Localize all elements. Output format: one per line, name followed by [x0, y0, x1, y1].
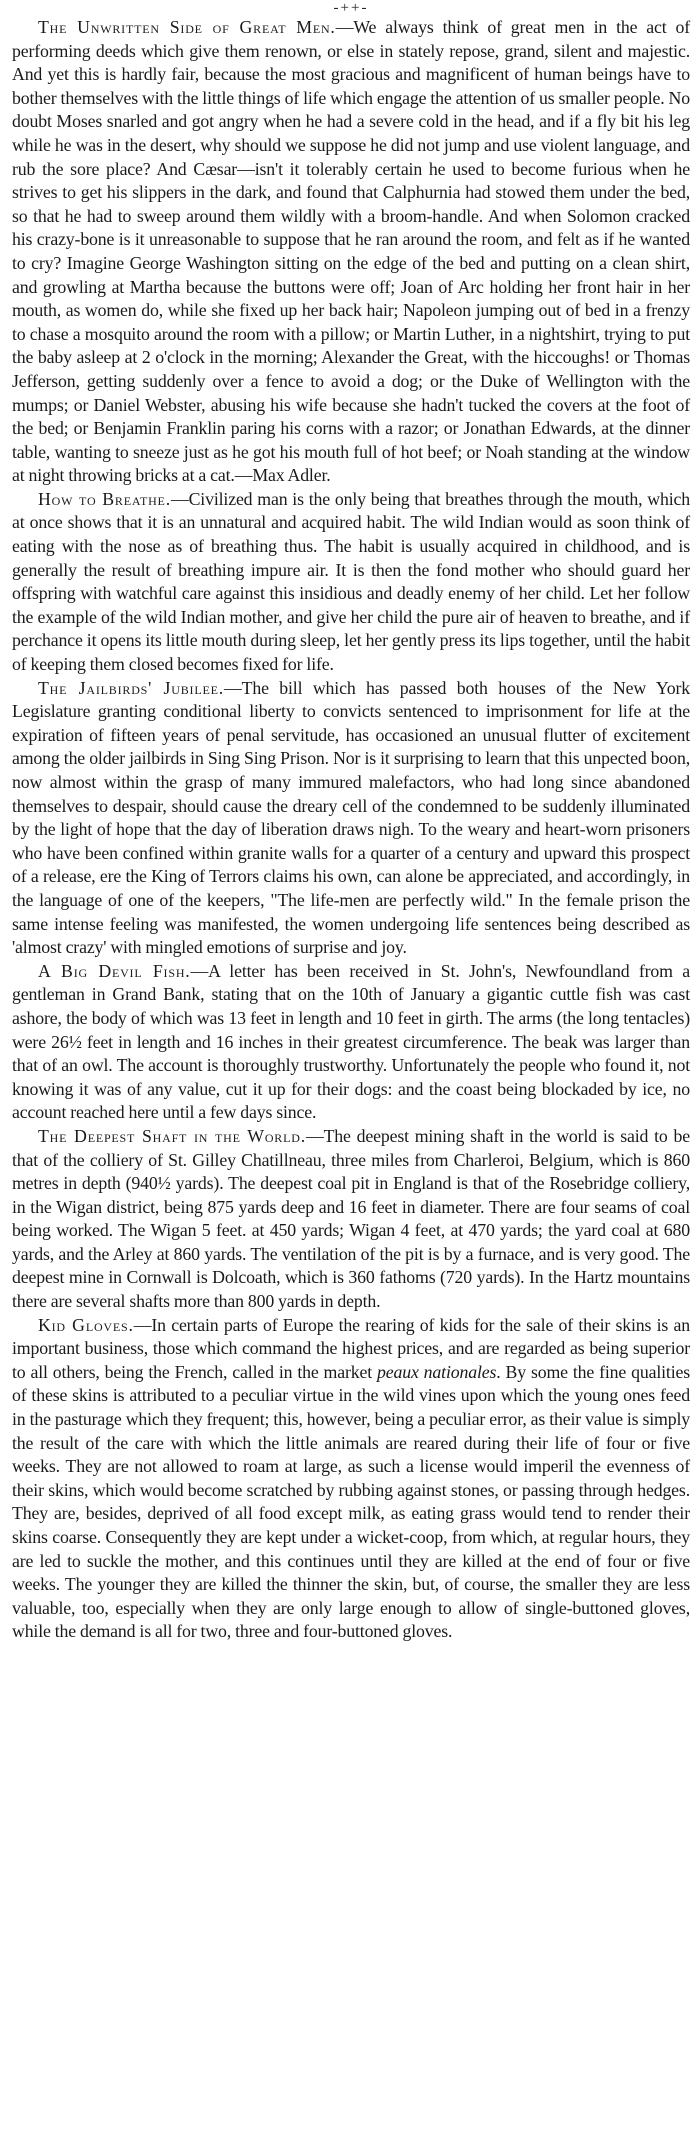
article-unwritten-side — [12, 16, 690, 488]
french-term: peaux nationales — [377, 1361, 497, 1382]
article-heading: The Jailbirds' Jubilee. — [38, 677, 224, 698]
article-heading: The Unwritten Side of Great Men. — [38, 17, 336, 37]
article-heading: Kid Gloves. — [38, 1314, 134, 1335]
article-body: —The bill which has passed both houses of the New York Legislature granting conditional liberty to convicts sentenced to imprisonment for life at the expiration of fifteen years of penal servitude, has occasioned an unusual flutter of excitement among the older jailbirds in Sing Sing Prison. Nor is it surprising to learn that this unpected boon, now almost within the grasp of many immured malefactors, who had long since abandoned themselves to despair, should cause the dreary cell of the condemned to be suddenly illuminated by the light of hope that the day of liberation draws nigh. To the weary and heart-worn prisoners who have been confined within granite walls for a quarter of a century and upward this prospect of a release, ere the King of Terrors claims his own, can alone be appreciated, and accordingly, in the language of one of the keepers, "The life-men are perfectly wild." In the female prison the same intense feeling was manifested, the women undergoing life sentences being described as 'almost crazy' with mingled emotions of surprise and joy. — [12, 677, 691, 958]
article-body: —Civilized man is the only being that breathes through the mouth, which at once shows that it is an unnatural and acquired habit. The wild Indian would as soon think of eating with the nose as of breathing thus. The habit is usually acquired in childhood, and is generally the result of breathing impure air. It is then the fond mother who should guard her offspring with watchful care against this insidious and deadly enemy of her child. Let her follow the example of the wild Indian mother, and give her child the pure air of heaven to breathe, and if perchance it opens its little mouth during sleep, let her gently press its lips together, until the habit of keeping them closed becomes fixed for life. — [12, 488, 690, 675]
article-how-to-breathe — [12, 488, 690, 677]
article-body-continued: . By some the fine qualities of these skins is attributed to a peculiar virtue in the wild vines upon which the young ones feed in the pasturage which they frequent; this, however, being a peculiar error, as their value is simply the result of the care with which the little animals are reared during their life of four or five weeks. They are not allowed to roam at large, as such a license would imperil the evenness of their skins, which would become scratched by rubbing against stones, or passing through hedges. They are, besides, deprived of all food except milk, as eating grass would tend to render their skins coarse. Consequently they are kept under a wicket-coop, from which, at regular hours, they are led to suckle the mother, and this continues until they are killed at the end of four or five weeks. The younger they are killed the thinner the skin, but, of course, the smaller they are less valuable, too, especially when they are only large enough to allow of single-buttoned gloves, while the demand is all for two, three and four-buttoned gloves. — [12, 1361, 690, 1642]
article-heading: A Big Devil Fish. — [38, 960, 191, 981]
article-body: —We always think of great men in the act of performing deeds which give them renown, or else in stately repose, grand, silent and majestic. And yet this is hardly fair, because the most gracious and magnificent of human beings have to bother themselves with the little things of life which engage the attention of us smaller people. No doubt Moses snarled and got angry when he had a severe cold in the head, and if a fly bit his leg while he was in the desert, why should we suppose he did not jump and use violent language, and rub the sore place? And Cæsar—isn't it tolerably certain he used to become furious when he strives to get his slippers in the dark, and found that Calphurnia had stowed them under the bed, so that he had to sweep around them wildly with a broom-handle. And when Solomon cracked his crazy-bone is it unreasonable to suppose that he ran around the room, and felt as if he wanted to cry? Imagine George Washington sitting on the edge of the bed and putting on a clean shirt, and growling at Martha because the buttons were off; Joan of Arc holding her front hair in her mouth, as women do, while she fixed up her back hair; Napoleon jumping out of bed in a frenzy to chase a mosquito around the room with a pillow; or Martin Luther, in a nightshirt, trying to put the baby asleep at 2 o'clock in the morning; Alexander the Great, with the hiccoughs! or Thomas Jefferson, getting suddenly over a fence to avoid a dog; or the Duke of Wellington with the mumps; or Daniel Webster, abusing his wife because she hadn't tucked the covers at the foot of the bed; or Benjamin Franklin paring his corns with a razor; or Jonathan Edwards, at the dinner table, wanting to sneeze just as he got his mouth full of hot beef; or Noah standing at the window at night throwing bricks at a cat.—Max Adler. — [12, 17, 690, 486]
article-body: —In certain parts of Europe the rearing of kids for the sale of their skins is an important business, those which command the highest prices, and are regarded as being superior to all others, being the French, called in the market — [12, 1314, 690, 1382]
article-kid-gloves — [12, 1314, 690, 1644]
article-body: —A letter has been received in St. John's, Newfoundland from a gentleman in Grand Bank, stating that on the 10th of January a gigantic cuttle fish was cast ashore, the body of which was 13 feet in length and 10 feet in girth. The arms (the long tentacles) were 26½ feet in length and 16 inches in their greatest circumference. The beak was larger than that of an owl. The account is thoroughly trustworthy. Unfortunately the people who found it, not knowing it was of any value, cut it up for their dogs: and the coast being blockaded by ice, no account reached here until a few days since. — [12, 960, 690, 1123]
article-heading: How to Breathe. — [38, 488, 171, 509]
article-heading: The Deepest Shaft in the World. — [38, 1125, 306, 1146]
article-jailbirds-jubilee — [12, 677, 690, 960]
article-big-devil-fish — [12, 960, 690, 1125]
article-body: —The deepest mining shaft in the world is said to be that of the colliery of St. Gilley Chatillneau, three miles from Charleroi, Belgium, which is 860 metres in depth (940½ yards). The deepest coal pit in England is that of the Rosebridge colliery, in the Wigan district, being 875 yards deep and 16 feet in diameter. There are four seams of coal being worked. The Wigan 5 feet. at 450 yards; Wigan 4 feet, at 470 yards; the yard coal at 680 yards, and the Arley at 860 yards. The ventilation of the pit is by a furnace, and is very good. The deepest mine in Cornwall is Dolcoath, which is 360 fathoms (720 yards). In the Hartz mountains there are several shafts more than 800 yards in depth. — [12, 1125, 690, 1312]
article-deepest-shaft — [12, 1125, 690, 1314]
column-ornament: -++- — [333, 0, 369, 16]
